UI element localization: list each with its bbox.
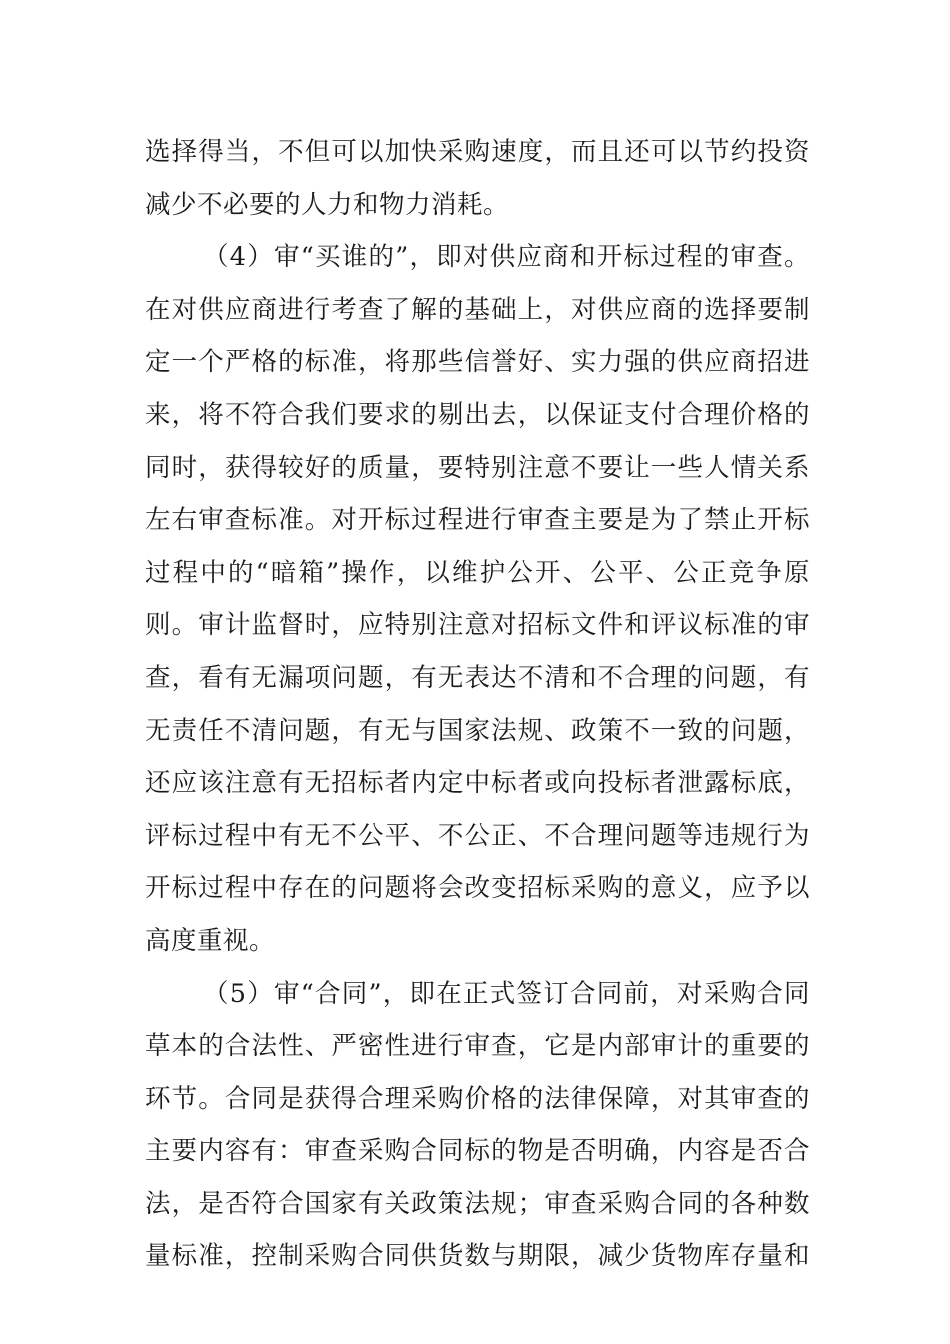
body-text bbox=[145, 126, 810, 1283]
text-line: 评标过程中有无不公平、不公正、不合理问题等违规行为 bbox=[145, 820, 810, 851]
text-line: 量标准，控制采购合同供货数与期限，减少货物库存量和 bbox=[145, 1241, 810, 1272]
text-line: 左右审查标准。对开标过程进行审查主要是为了禁止开标 bbox=[145, 505, 810, 536]
text-line: 高度重视。 bbox=[145, 925, 276, 956]
text-line: 在对供应商进行考查了解的基础上，对供应商的选择要制 bbox=[145, 294, 810, 325]
paragraph-first-line: （4）审“买谁的”，即对供应商和开标过程的审查。 bbox=[203, 242, 810, 273]
text-line: 无责任不清问题，有无与国家法规、政策不一致的问题， bbox=[145, 715, 810, 746]
text-line: 来，将不符合我们要求的剔出去，以保证支付合理价格的 bbox=[145, 399, 810, 430]
text-line: 同时，获得较好的质量，要特别注意不要让一些人情关系 bbox=[145, 452, 810, 483]
text-line: 环节。合同是获得合理采购价格的法律保障，对其审查的 bbox=[145, 1083, 810, 1114]
text-line: 法，是否符合国家有关政策法规；审查采购合同的各种数 bbox=[145, 1188, 810, 1219]
text-line: 开标过程中存在的问题将会改变招标采购的意义，应予以 bbox=[145, 873, 810, 904]
text-line: 还应该注意有无招标者内定中标者或向投标者泄露标底， bbox=[145, 768, 810, 799]
text-line: 过程中的“暗箱”操作，以维护公开、公平、公正竞争原 bbox=[145, 557, 810, 588]
paragraph-first-line: （5）审“合同”，即在正式签订合同前，对采购合同 bbox=[203, 978, 810, 1009]
text-line: 草本的合法性、严密性进行审查，它是内部审计的重要的 bbox=[145, 1031, 810, 1062]
text-line: 选择得当，不但可以加快采购速度，而且还可以节约投资 bbox=[145, 137, 810, 167]
text-line: 减少不必要的人力和物力消耗。 bbox=[145, 189, 510, 220]
text-line: 则。审计监督时，应特别注意对招标文件和评议标准的审 bbox=[145, 610, 810, 641]
text-line: 主要内容有：审查采购合同标的物是否明确，内容是否合 bbox=[145, 1136, 810, 1167]
text-line: 定一个严格的标准，将那些信誉好、实力强的供应商招进 bbox=[145, 347, 810, 378]
text-line: 查，看有无漏项问题，有无表达不清和不合理的问题，有 bbox=[145, 662, 810, 693]
